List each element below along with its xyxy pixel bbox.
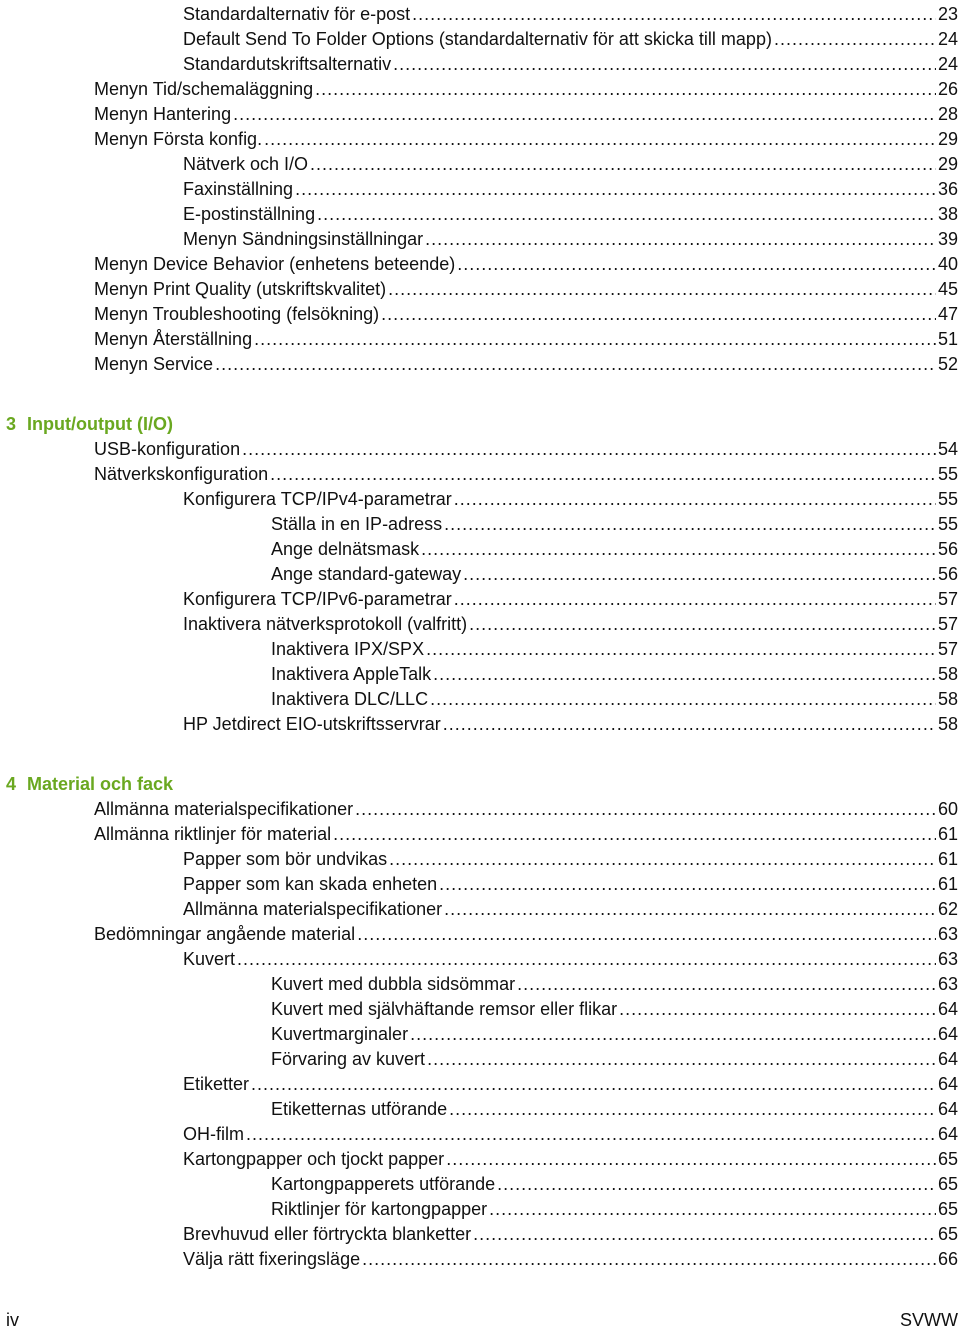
toc-entry[interactable] xyxy=(94,300,958,325)
toc-entry[interactable] xyxy=(271,560,958,585)
toc-entry-page: 65 xyxy=(937,1224,958,1244)
toc-entry-page: 65 xyxy=(937,1174,958,1194)
toc-entry[interactable] xyxy=(183,225,958,250)
dot-leader xyxy=(430,689,936,710)
toc-entry-title: Allmänna materialspecifikationer xyxy=(183,899,443,919)
toc-entry[interactable] xyxy=(94,75,958,100)
toc-entry-title: Riktlinjer för kartongpapper xyxy=(271,1199,488,1219)
toc-entry-page: 58 xyxy=(937,689,958,709)
toc-entry-page: 29 xyxy=(937,129,958,149)
toc-entry-page: 57 xyxy=(937,589,958,609)
toc-entry[interactable] xyxy=(271,1020,958,1045)
toc-entry[interactable] xyxy=(271,660,958,685)
toc-entry-page: 39 xyxy=(937,229,958,249)
toc-entry[interactable] xyxy=(271,685,958,710)
toc-entry-title: Default Send To Folder Options (standardalternativ för att skicka till mapp) xyxy=(183,29,772,49)
toc-entry[interactable] xyxy=(183,945,958,970)
toc-entry[interactable] xyxy=(183,610,958,635)
toc-entry-page: 36 xyxy=(937,179,958,199)
toc-entry-title: Konfigurera TCP/IPv4-parametrar xyxy=(183,489,452,509)
toc-entry-title: USB-konfiguration xyxy=(94,439,241,459)
toc-entry-page: 45 xyxy=(937,279,958,299)
dot-leader xyxy=(457,254,936,275)
toc-entry-title: Menyn Device Behavior (enhetens beteende) xyxy=(94,254,456,274)
toc-entry[interactable] xyxy=(94,100,958,125)
toc-entry-page: 61 xyxy=(937,874,958,894)
toc-entry-page: 24 xyxy=(937,54,958,74)
toc-entry-title: Inaktivera nätverksprotokoll (valfritt) xyxy=(183,614,468,634)
toc-entry-title: Papper som kan skada enheten xyxy=(183,874,438,894)
toc-entry-title: Kartongpapper och tjockt papper xyxy=(183,1149,445,1169)
toc-entry-title: Standardutskriftsalternativ xyxy=(183,54,392,74)
toc-entry-page: 61 xyxy=(937,824,958,844)
dot-leader xyxy=(473,1224,936,1245)
toc-entry-page: 29 xyxy=(937,154,958,174)
toc-entry-title: Papper som bör undvikas xyxy=(183,849,388,869)
toc-entry-page: 26 xyxy=(937,79,958,99)
toc-entry[interactable] xyxy=(183,150,958,175)
dot-leader xyxy=(270,464,936,485)
toc-entry-page: 66 xyxy=(937,1249,958,1269)
toc-entry-title: Förvaring av kuvert xyxy=(271,1049,426,1069)
toc-entry[interactable] xyxy=(271,535,958,560)
toc-entry-title: HP Jetdirect EIO-utskriftsservrar xyxy=(183,714,441,734)
toc-entry-title: Ange delnätsmask xyxy=(271,539,420,559)
dot-leader xyxy=(317,204,936,225)
toc-entry[interactable] xyxy=(271,970,958,995)
dot-leader xyxy=(410,1024,936,1045)
dot-leader xyxy=(463,564,936,585)
toc-entry-title: Menyn Service xyxy=(94,354,214,374)
toc-entry-title: Kartongpapperets utförande xyxy=(271,1174,496,1194)
dot-leader xyxy=(246,1124,936,1145)
toc-entry-title: Ange standard-gateway xyxy=(271,564,462,584)
toc-entry[interactable] xyxy=(94,350,958,375)
dot-leader xyxy=(381,304,936,325)
toc-entry[interactable] xyxy=(94,820,958,845)
toc-entry[interactable] xyxy=(94,125,958,150)
dot-leader xyxy=(295,179,936,200)
toc-entry-title: Menyn Sändningsinställningar xyxy=(183,229,424,249)
toc-entry-page: 55 xyxy=(937,514,958,534)
dot-leader xyxy=(264,129,936,150)
toc-entry-page: 54 xyxy=(937,439,958,459)
toc-entry[interactable] xyxy=(183,175,958,200)
dot-leader xyxy=(774,29,936,50)
dot-leader xyxy=(619,999,936,1020)
dot-leader xyxy=(454,489,936,510)
chapter-number: 4 xyxy=(6,774,17,794)
toc-entry[interactable] xyxy=(183,710,958,735)
dot-leader xyxy=(449,1099,936,1120)
toc-entry-page: 55 xyxy=(937,489,958,509)
toc-entry-page: 24 xyxy=(937,29,958,49)
toc-entry[interactable] xyxy=(94,275,958,300)
toc-entry[interactable] xyxy=(183,870,958,895)
dot-leader xyxy=(433,664,936,685)
toc-entry[interactable] xyxy=(271,1045,958,1070)
toc-entry[interactable] xyxy=(94,795,958,820)
toc-entry-title: Menyn Troubleshooting (felsökning) xyxy=(94,304,380,324)
dot-leader xyxy=(362,1249,936,1270)
toc-entry-title: E-postinställning xyxy=(183,204,316,224)
toc-entry[interactable] xyxy=(183,845,958,870)
toc-entry-page: 23 xyxy=(937,4,958,24)
toc-entry-page: 56 xyxy=(937,539,958,559)
dot-leader xyxy=(469,614,936,635)
toc-entry[interactable] xyxy=(183,200,958,225)
dot-leader xyxy=(425,229,936,250)
toc-entry-title: Allmänna riktlinjer för material xyxy=(94,824,332,844)
toc-entry-page: 64 xyxy=(937,1024,958,1044)
toc-entry-title: Brevhuvud eller förtryckta blanketter xyxy=(183,1224,472,1244)
chapter-heading[interactable] xyxy=(6,770,173,795)
toc-entry-page: 51 xyxy=(937,329,958,349)
toc-entry-title: Bedömningar angående material xyxy=(94,924,356,944)
dot-leader xyxy=(355,799,936,820)
toc-entry[interactable] xyxy=(271,1195,958,1220)
dot-leader xyxy=(388,279,936,300)
dot-leader xyxy=(427,1049,936,1070)
dot-leader xyxy=(426,639,936,660)
toc-entry[interactable] xyxy=(183,0,958,25)
toc-entry-title: Kuvertmarginaler xyxy=(271,1024,409,1044)
toc-entry-page: 58 xyxy=(937,664,958,684)
toc-entry[interactable] xyxy=(271,1170,958,1195)
dot-leader xyxy=(333,824,936,845)
toc-entry-page: 64 xyxy=(937,1124,958,1144)
dot-leader xyxy=(310,154,936,175)
toc-entry[interactable] xyxy=(183,1070,958,1095)
dot-leader xyxy=(215,354,936,375)
toc-entry-page: 61 xyxy=(937,849,958,869)
toc-entry[interactable] xyxy=(183,1145,958,1170)
dot-leader xyxy=(412,4,936,25)
dot-leader xyxy=(242,439,936,460)
toc-entry-page: 52 xyxy=(937,354,958,374)
toc-entry-page: 64 xyxy=(937,1099,958,1119)
toc-entry-title: Etiketter xyxy=(183,1074,250,1094)
toc-entry-title: Inaktivera IPX/SPX xyxy=(271,639,425,659)
dot-leader xyxy=(251,1074,936,1095)
toc-entry-page: 40 xyxy=(937,254,958,274)
toc-entry[interactable] xyxy=(271,1095,958,1120)
dot-leader xyxy=(439,874,936,895)
toc-entry-title: Menyn Återställning xyxy=(94,329,253,349)
toc-entry-page: 64 xyxy=(937,999,958,1019)
dot-leader xyxy=(393,54,936,75)
toc-entry[interactable] xyxy=(94,460,958,485)
toc-entry[interactable] xyxy=(94,920,958,945)
toc-entry-title: Menyn Hantering xyxy=(94,104,232,124)
dot-leader xyxy=(233,104,936,125)
dot-leader xyxy=(389,849,936,870)
toc-entry-title: Inaktivera DLC/LLC xyxy=(271,689,429,709)
toc-entry-page: 38 xyxy=(937,204,958,224)
dot-leader xyxy=(444,899,936,920)
toc-entry[interactable] xyxy=(183,50,958,75)
toc-entry-title: Ställa in en IP-adress xyxy=(271,514,443,534)
toc-entry-page: 64 xyxy=(937,1074,958,1094)
chapter-title: Input/output (I/O) xyxy=(27,414,173,434)
footer-doc-code: SVWW xyxy=(900,1310,958,1330)
toc-entry-title: Kuvert xyxy=(183,949,236,969)
dot-leader xyxy=(489,1199,936,1220)
dot-leader xyxy=(421,539,936,560)
toc-entry-page: 63 xyxy=(937,924,958,944)
dot-leader xyxy=(444,514,936,535)
toc-entry-title: Etiketternas utförande xyxy=(271,1099,448,1119)
dot-leader xyxy=(237,949,936,970)
dot-leader xyxy=(315,79,936,100)
toc-entry-title: Nätverkskonfiguration xyxy=(94,464,269,484)
toc-entry-title: Välja rätt fixeringsläge xyxy=(183,1249,361,1269)
toc-entry[interactable] xyxy=(94,325,958,350)
toc-entry-title: Kuvert med dubbla sidsömmar xyxy=(271,974,516,994)
toc-entry-page: 63 xyxy=(937,974,958,994)
toc-entry[interactable] xyxy=(183,1220,958,1245)
toc-entry[interactable] xyxy=(271,995,958,1020)
toc-entry-title: Menyn Print Quality (utskriftskvalitet) xyxy=(94,279,387,299)
dot-leader xyxy=(357,924,936,945)
dot-leader xyxy=(443,714,936,735)
toc-entry[interactable] xyxy=(271,510,958,535)
dot-leader xyxy=(517,974,936,995)
toc-entry-page: 65 xyxy=(937,1149,958,1169)
chapter-number: 3 xyxy=(6,414,17,434)
toc-entry-page: 28 xyxy=(937,104,958,124)
toc-entry-title: Menyn Tid/schemaläggning xyxy=(94,79,314,99)
toc-entry-title: Faxinställning xyxy=(183,179,294,199)
dot-leader xyxy=(497,1174,936,1195)
chapter-heading[interactable] xyxy=(6,410,173,435)
toc-entry-page: 57 xyxy=(937,639,958,659)
toc-entry[interactable] xyxy=(183,895,958,920)
footer-page-number: iv xyxy=(6,1310,19,1330)
toc-entry-page: 57 xyxy=(937,614,958,634)
toc-entry-page: 58 xyxy=(937,714,958,734)
toc-entry-title: Konfigurera TCP/IPv6-parametrar xyxy=(183,589,452,609)
toc-entry-title: Allmänna materialspecifikationer xyxy=(94,799,354,819)
toc-entry-title: Nätverk och I/O xyxy=(183,154,309,174)
chapter-title: Material och fack xyxy=(27,774,174,794)
toc-entry-page: 65 xyxy=(937,1199,958,1219)
toc-entry[interactable] xyxy=(94,250,958,275)
toc-entry[interactable] xyxy=(183,485,958,510)
toc-entry-title: Inaktivera AppleTalk xyxy=(271,664,432,684)
toc-entry-page: 47 xyxy=(937,304,958,324)
dot-leader xyxy=(254,329,936,350)
toc-entry-page: 64 xyxy=(937,1049,958,1069)
toc-entry-title: Kuvert med självhäftande remsor eller flikar xyxy=(271,999,618,1019)
toc-entry-page: 62 xyxy=(937,899,958,919)
dot-leader xyxy=(446,1149,936,1170)
toc-entry[interactable] xyxy=(183,1245,958,1270)
toc-entry[interactable] xyxy=(271,635,958,660)
dot-leader xyxy=(454,589,936,610)
toc-entry-page: 60 xyxy=(937,799,958,819)
toc-entry-title: Standardalternativ för e-post xyxy=(183,4,411,24)
toc-entry-title: OH-film xyxy=(183,1124,244,1144)
toc-entry[interactable] xyxy=(183,25,958,50)
toc-entry[interactable] xyxy=(94,435,958,460)
toc-entry-title: Menyn Första konfig. xyxy=(94,129,263,149)
toc-entry-page: 63 xyxy=(937,949,958,969)
toc-entry-page: 56 xyxy=(937,564,958,584)
toc-entry[interactable] xyxy=(183,1120,958,1145)
toc-entry[interactable] xyxy=(183,585,958,610)
toc-entry-page: 55 xyxy=(937,464,958,484)
